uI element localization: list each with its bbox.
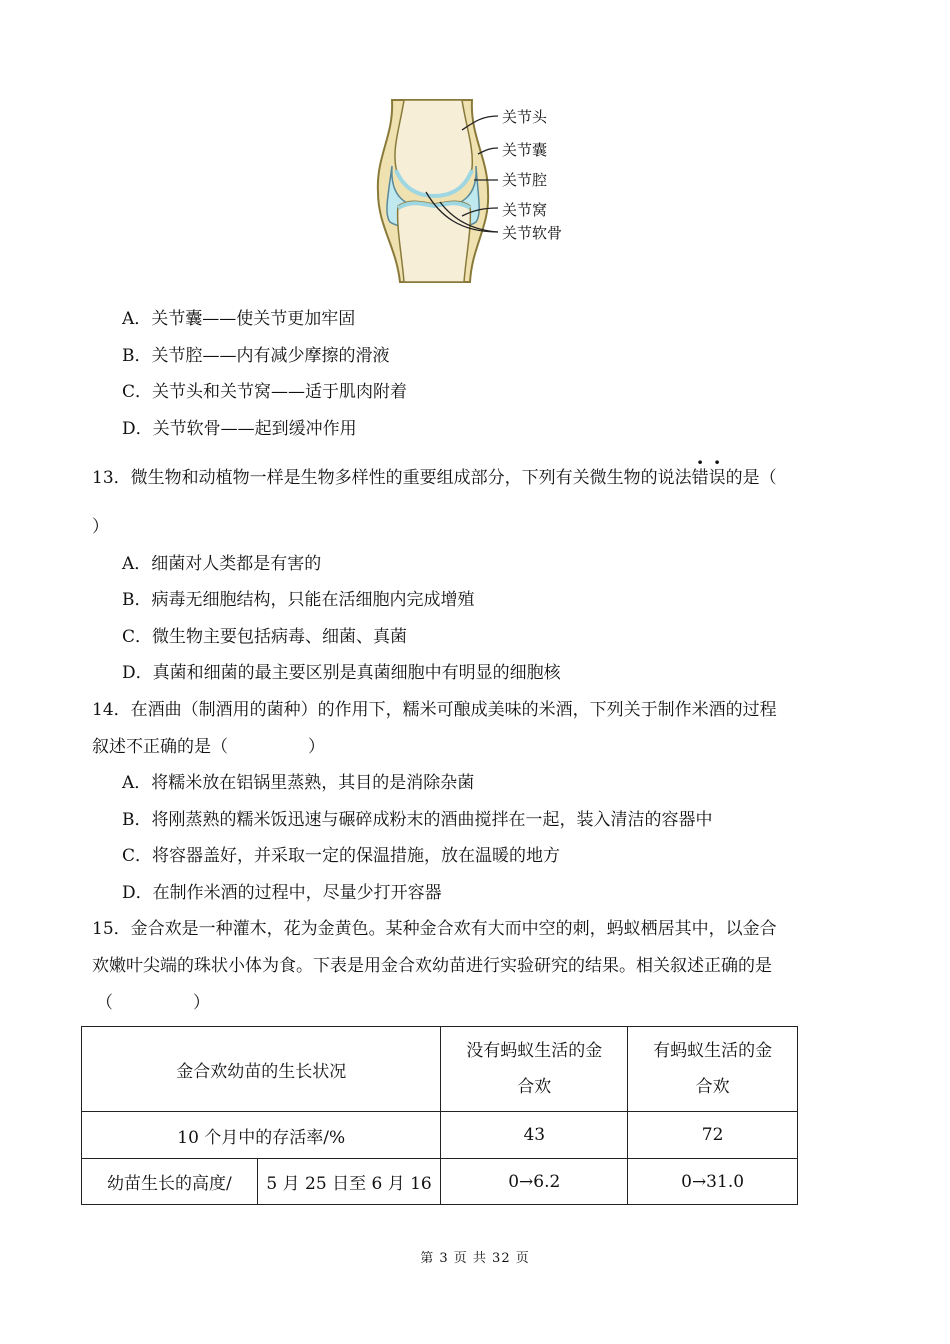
header-with-ants — [628, 1027, 798, 1112]
q13-option-c: C．微生物主要包括病毒、细菌、真菌 — [122, 627, 408, 647]
q13-stem-part-a: 13．微生物和动植物一样是生物多样性的重要组成部分，下列有关微生物的说法 — [92, 468, 692, 488]
q15-stem-line3-b: ） — [193, 993, 210, 1013]
q13-option-d: D．真菌和细菌的最主要区别是真菌细胞中有明显的细胞核 — [122, 663, 561, 683]
q15-stem-line3-a: （ — [96, 993, 113, 1013]
header-with-ants-line2: 合欢 — [695, 1077, 730, 1097]
page-footer: 第 3 页 共 32 页 — [420, 1251, 530, 1266]
label-joint-head: 关节头 — [502, 108, 548, 126]
q15-stem-line1: 15．金合欢是一种灌木，花为金黄色。某种金合欢有大而中空的刺，蚂蚁栖居其中，以金合 — [92, 919, 777, 939]
q13-stem-part-b: 的是（ — [725, 468, 777, 488]
header-without-ants-line2: 合欢 — [517, 1077, 552, 1097]
header-with-ants-line1: 有蚂蚁生活的金 — [653, 1041, 773, 1061]
label-joint-socket: 关节窝 — [502, 201, 548, 219]
q14-option-d: D．在制作米酒的过程中，尽量少打开容器 — [122, 883, 442, 903]
q15-results-table — [81, 1026, 798, 1205]
joint-diagram — [370, 96, 590, 286]
label-joint-cartilage: 关节软骨 — [502, 224, 563, 242]
q14-option-b: B．将刚蒸熟的糯米饭迅速与碾碎成粉末的酒曲搅拌在一起，装入清洁的容器中 — [122, 810, 713, 830]
q14-option-a: A．将糯米放在铝锅里蒸熟，其目的是消除杂菌 — [122, 773, 475, 793]
table-row-height — [82, 1159, 798, 1205]
q13-stem-close: ） — [92, 517, 109, 537]
q13-emphasis-2: 误 — [708, 468, 726, 488]
row-survival-without-ants: 43 — [441, 1112, 628, 1159]
row-height-label: 幼苗生长的高度/ — [82, 1159, 258, 1205]
row-survival-with-ants: 72 — [628, 1112, 798, 1159]
q14-stem-line1: 14．在酒曲（制酒用的菌种）的作用下，糯米可酿成美味的米酒，下列关于制作米酒的过程 — [92, 700, 777, 720]
row-height-with-ants: 0→31.0 — [628, 1159, 798, 1205]
q14-stem-line2 — [92, 736, 325, 758]
q12-option-b: B．关节腔——内有减少摩擦的滑液 — [122, 346, 390, 366]
q14-stem-line2-a: 叙述不正确的是（ — [92, 737, 228, 757]
q12-option-c: C．关节头和关节窝——适于肌肉附着 — [122, 382, 408, 402]
q14-stem-line2-b: ） — [308, 737, 325, 757]
row-height-period: 5 月 25 日至 6 月 16 — [257, 1159, 441, 1205]
q13-stem — [92, 467, 777, 489]
joint-illustration — [370, 96, 590, 286]
q12-option-a: A．关节囊——使关节更加牢固 — [122, 309, 356, 329]
table-row-survival — [82, 1112, 798, 1159]
header-without-ants — [441, 1027, 628, 1112]
label-joint-cavity: 关节腔 — [502, 171, 548, 189]
q13-option-b: B．病毒无细胞结构，只能在活细胞内完成增殖 — [122, 590, 475, 610]
label-joint-capsule: 关节囊 — [502, 141, 548, 159]
header-without-ants-line1: 没有蚂蚁生活的金 — [466, 1041, 603, 1061]
row-survival-label: 10 个月中的存活率/% — [82, 1112, 441, 1159]
q12-option-d: D．关节软骨——起到缓冲作用 — [122, 419, 357, 439]
q13-emphasis-1: 错 — [691, 468, 709, 488]
q13-option-a: A．细菌对人类都是有害的 — [122, 554, 322, 574]
header-growth-status: 金合欢幼苗的生长状况 — [82, 1027, 441, 1112]
q15-stem-line3 — [96, 992, 210, 1014]
q14-option-c: C．将容器盖好，并采取一定的保温措施，放在温暖的地方 — [122, 846, 561, 866]
q15-stem-line2: 欢嫩叶尖端的珠状小体为食。下表是用金合欢幼苗进行实验研究的结果。相关叙述正确的是 — [92, 956, 772, 976]
table-header-row — [82, 1027, 798, 1112]
row-height-without-ants: 0→6.2 — [441, 1159, 628, 1205]
